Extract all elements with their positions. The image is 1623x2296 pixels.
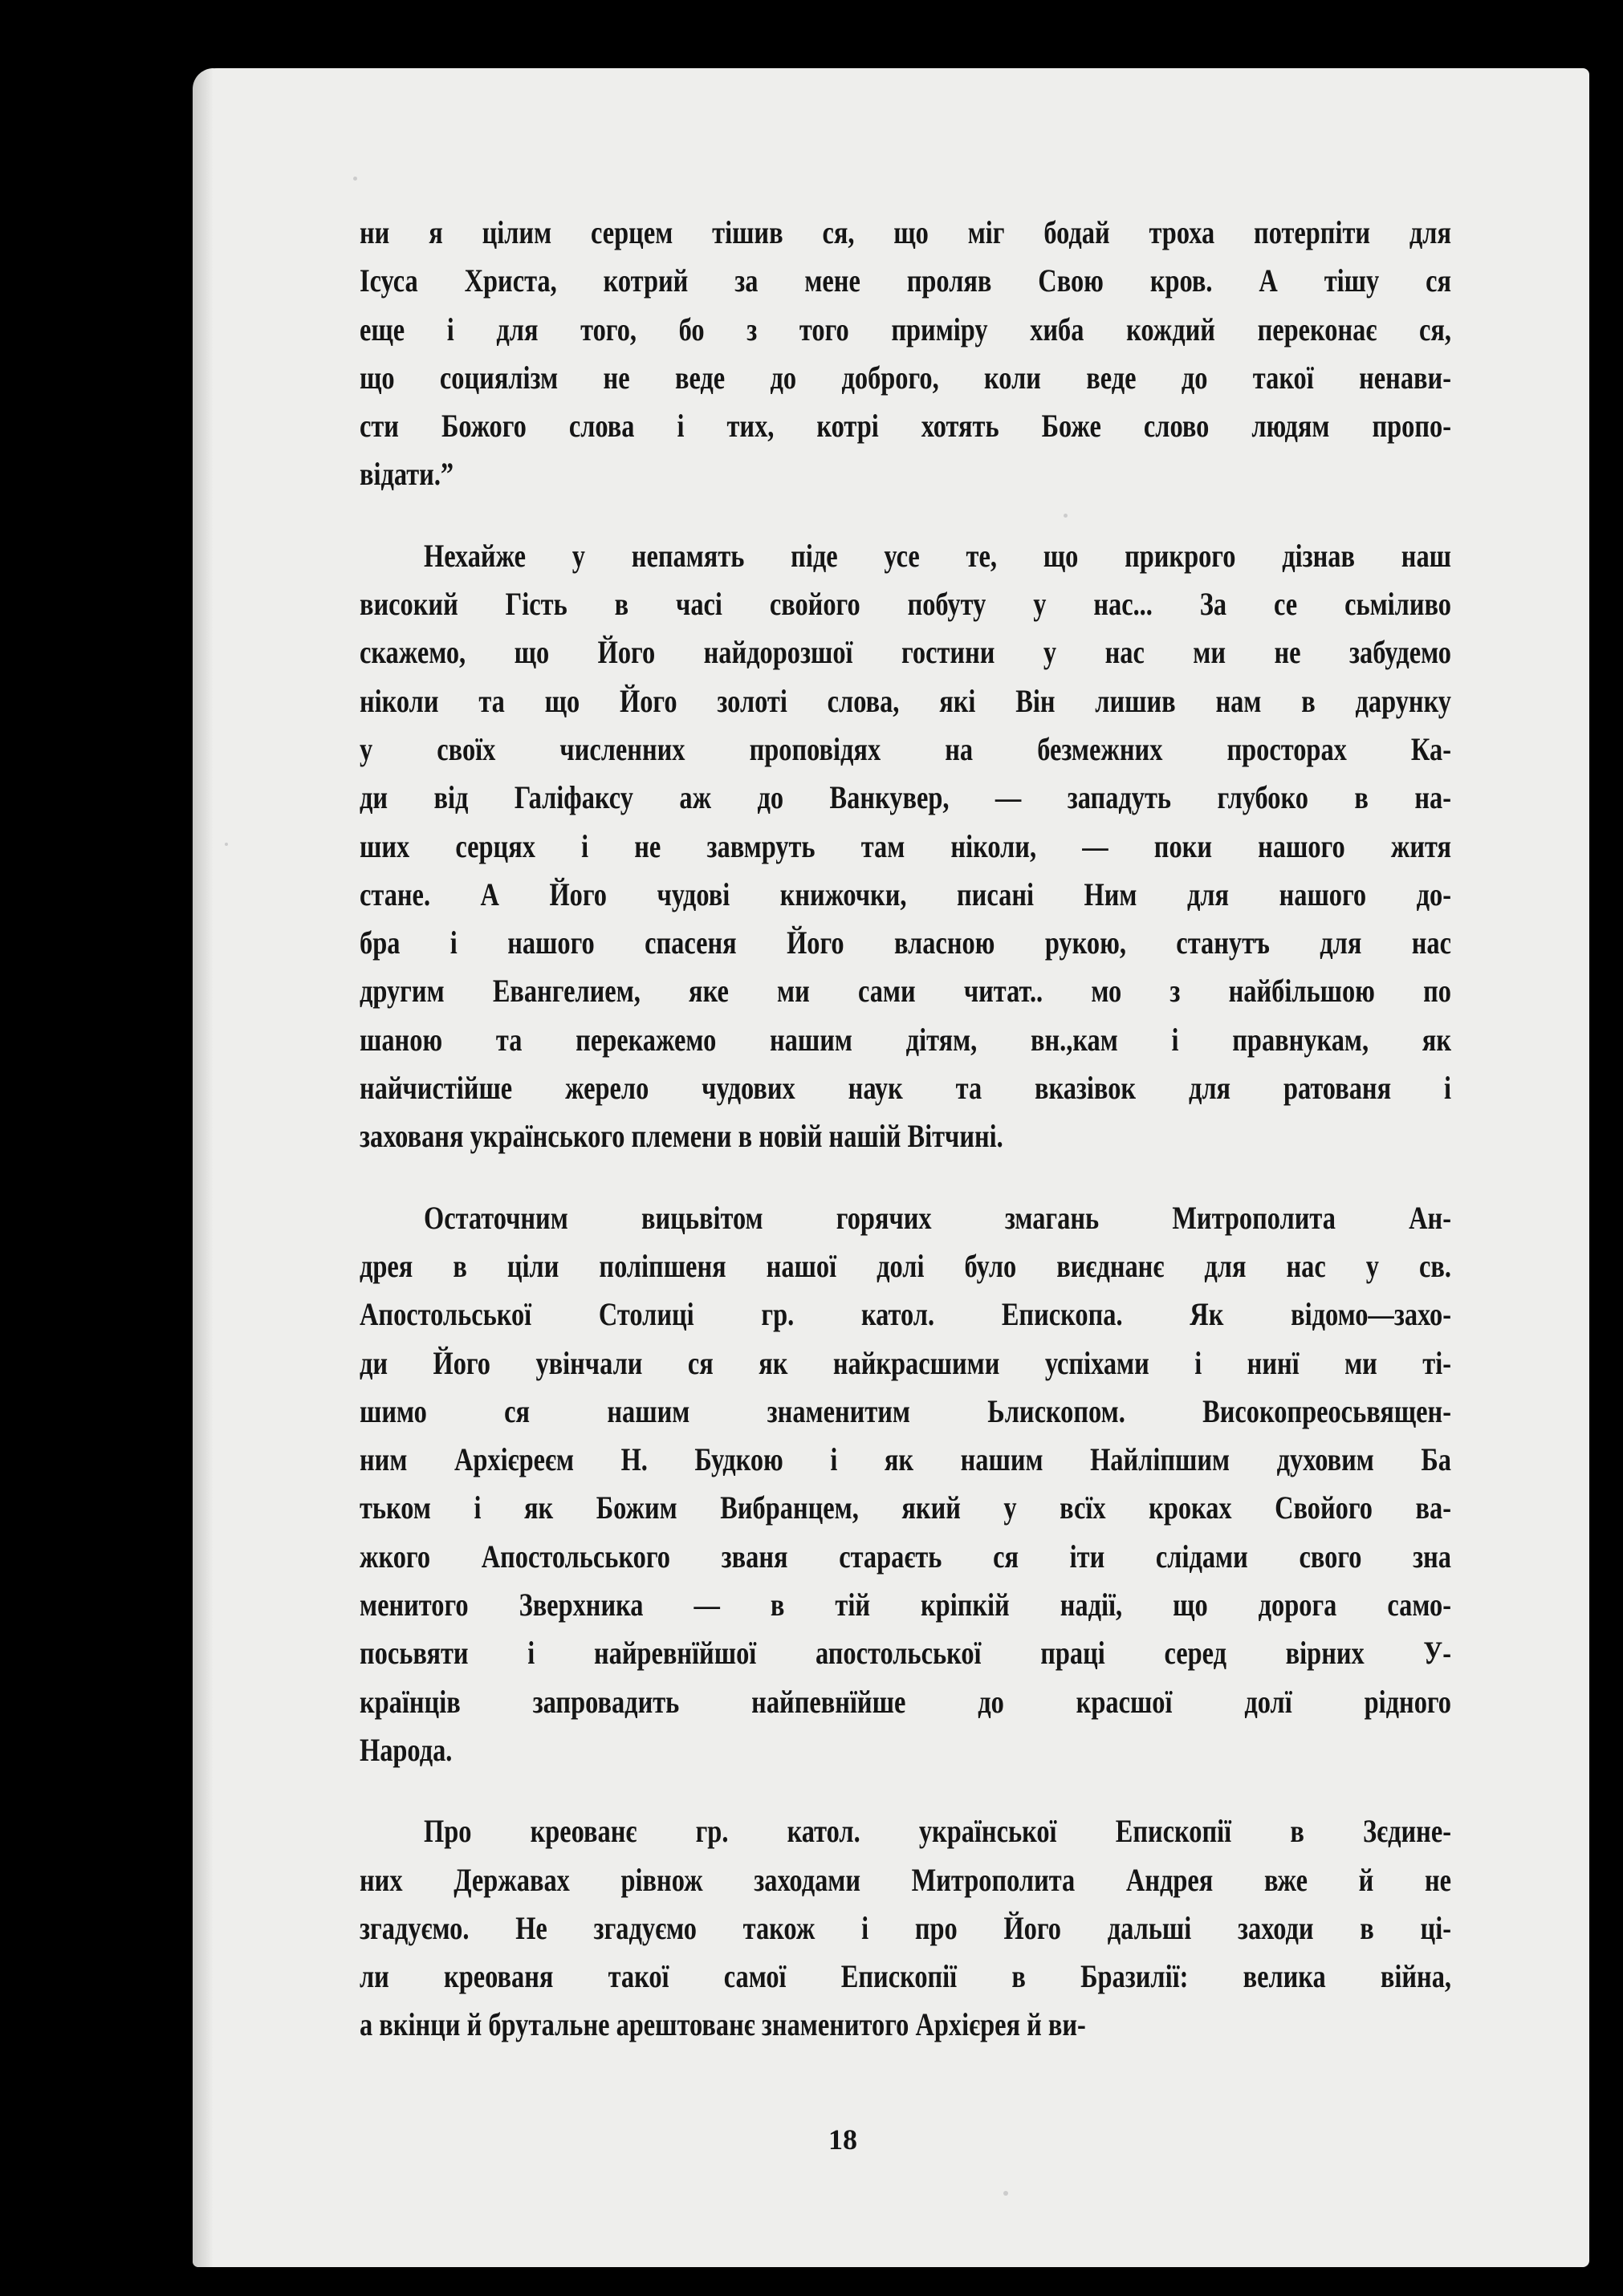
text-line: них Державах рівнож заходами Митрополита Андрея вже й не xyxy=(360,1861,1451,1898)
text-line: посьвяти і найревнїйшої апостольської праці серед вірних У- xyxy=(360,1635,1451,1672)
text-line: Апостольської Столиці гр. катол. Епископа. Як відомо—захо- xyxy=(360,1296,1451,1333)
text-line: дрея в ціли поліпшеня нашої долі було виєднанє для нас у св. xyxy=(360,1247,1451,1284)
text-line: країнців запровадить найпевнїйше до красшої долї рідного xyxy=(360,1683,1451,1720)
text-line: Про креованє гр. катол. української Епископії в Зєдине- xyxy=(424,1813,1451,1850)
text-line: ди Його увінчали ся як найкрасшими успіхами і нинї ми ті- xyxy=(360,1344,1451,1381)
text-line: Народа. xyxy=(360,1731,453,1768)
page-edge-shadow xyxy=(193,68,214,2267)
scan-speck xyxy=(1003,2191,1008,2196)
paragraph xyxy=(360,1807,1451,2049)
paragraph xyxy=(360,532,1451,1161)
paragraph xyxy=(360,1194,1451,1775)
text-line: менитого Зверхника — в тій кріпкій надії, що дорога само- xyxy=(360,1587,1451,1623)
book-page xyxy=(193,68,1589,2267)
paragraph xyxy=(360,209,1451,499)
scan-speck xyxy=(353,177,357,181)
text-line: відати.” xyxy=(360,456,454,493)
text-line: другим Евангелием, яке ми сами читат.. мо з найбільшою по xyxy=(360,973,1451,1010)
text-line: шимо ся нашим знаменитим Ьлископом. Високопреосьвящен- xyxy=(360,1392,1451,1429)
text-line: ним Архієреєм Н. Будкою і як нашим Найліпшим духовим Ба xyxy=(360,1441,1451,1478)
text-line: Нехайже у непамять піде усе те, що прикрого дізнав наш xyxy=(424,537,1451,574)
text-line: ших серцях і не завмруть там ніколи, — поки нашого житя xyxy=(360,827,1451,864)
text-line: найчистійше жерело чудових наук та вказівок для ратованя і xyxy=(360,1070,1451,1107)
page-number: 18 xyxy=(828,2123,857,2156)
text-line: ніколи та що Його золоті слова, які Він лишив нам в дарунку xyxy=(360,682,1451,719)
text-line: шаною та перекажемо нашим дітям, вн.,кам і правнукам, як xyxy=(360,1021,1451,1058)
text-line: а вкінци й брутальне арештованє знаменитого Архієрея й ви- xyxy=(360,2006,1086,2043)
text-line: еще і для того, бо з того приміру хиба кождий переконає ся, xyxy=(360,311,1451,347)
text-line: бра і нашого спасеня Його власною рукою, станутъ для нас xyxy=(360,924,1451,961)
text-line: Остаточним вицьвітом горячих змагань Митрополита Ан- xyxy=(424,1199,1451,1236)
text-line: сти Божого слова і тих, котрі хотять Боже слово людям пропо- xyxy=(360,408,1451,445)
text-line: високий Гість в часі свойого побуту у нас... За се сьміливо xyxy=(360,586,1451,623)
text-line: згадуємо. Не згадуємо також і про Його дальші заходи в ці- xyxy=(360,1909,1451,1946)
text-line: тьком і як Божим Вибранцем, який у всїх кроках Свойого ва- xyxy=(360,1489,1451,1526)
text-line: жкого Апостольського званя стараєть ся іти слідами свого зна xyxy=(360,1538,1451,1575)
body-text xyxy=(360,209,1451,2083)
text-line: що социялізм не веде до доброго, коли веде до такої ненави- xyxy=(360,359,1451,396)
text-line: ни я цілим серцем тішив ся, що міг бодай троха потерпіти для xyxy=(360,214,1451,250)
scan-speck xyxy=(225,843,228,846)
text-line: захованя українського племени в новій нашій Вітчині. xyxy=(360,1118,1003,1155)
scan-speck xyxy=(1064,514,1068,518)
text-line: Ісуса Христа, котрий за мене проляв Свою кров. А тішу ся xyxy=(360,262,1451,299)
text-line: ли креованя такої самої Епископії в Бразилії: велика війна, xyxy=(360,1958,1451,1995)
text-line: ди від Галіфаксу аж до Ванкувер, — западуть глубоко в на- xyxy=(360,779,1451,816)
text-line: у своїх численних проповідях на безмежних просторах Ка- xyxy=(360,730,1451,767)
text-line: стане. А Його чудові книжочки, писані Ним для нашого до- xyxy=(360,876,1451,912)
text-line: скажемо, що Його найдорозшої гостини у нас ми не забудемо xyxy=(360,634,1451,671)
